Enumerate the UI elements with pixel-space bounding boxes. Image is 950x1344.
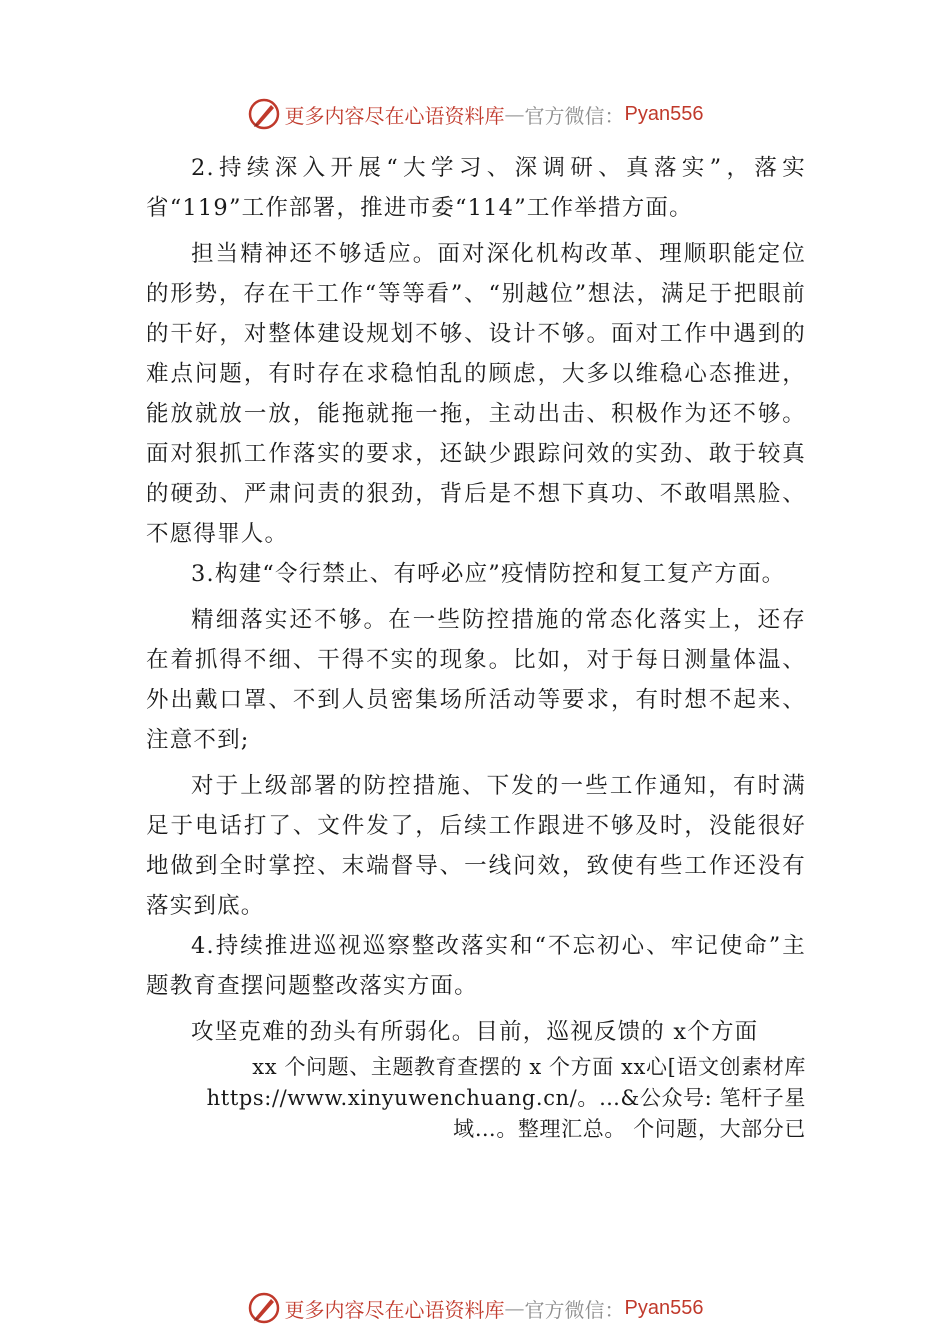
banner-wechat-id: Pyan556 [624, 102, 704, 125]
pen-logo-icon [247, 97, 281, 131]
tail-line: 域…。整理汇总。 个问题，大部分已 [453, 1117, 806, 1141]
footer-banner [0, 1286, 950, 1330]
banner-dash: — [504, 102, 525, 126]
section-heading-3: 3.构建“令行禁止、有呼必应”疫情防控和复工复产方面。 [191, 561, 786, 587]
pen-logo-icon [247, 1291, 281, 1325]
document-body [146, 148, 806, 1145]
tail-line: https://www.xinyuwenchuang.cn/。…&公众号: 笔杆子星 [206, 1086, 806, 1110]
tail-line: xx 个问题、主题教育查摆的 x 个方面 xx心[语文创素材库 [252, 1055, 806, 1079]
body-paragraph: 攻坚克难的劲头有所弱化。目前，巡视反馈的 x个方面 [191, 1019, 759, 1045]
body-paragraph: 担当精神还不够适应。面对深化机构改革、理顺职能定位的形势，存在干工作“等等看”、“别越位”想法，满足于把眼前的干好，对整体建设规划不够、设计不够。面对工作中遇到的难点问题，有时存在求稳怕乱的顾虑，大多以维稳心态推进，能放就放一放，能拖就拖一拖，主动出击、积极作为还不够。面对狠抓工作落实的要求，还缺少跟踪问效的实劲、敢于较真的硬劲、严肃问责的狠劲，背后是不想下真功、不敢唱黑脸、不愿得罪人。 [146, 241, 806, 547]
section-heading-4: 4.持续推进巡视巡察整改落实和“不忘初心、牢记使命”主题教育查摆问题整改落实方面。 [146, 933, 806, 999]
body-paragraph: 对于上级部署的防控措施、下发的一些工作通知，有时满足于电话打了、文件发了，后续工作跟进不够及时，没能很好地做到全时掌控、末端督导、一线问效，致使有些工作还没有落实到底。 [146, 773, 806, 919]
banner-title: 更多内容尽在心语资料库 [284, 103, 505, 128]
banner-wechat-id: Pyan556 [624, 1296, 704, 1319]
header-banner [0, 92, 950, 136]
banner-wechat-label: 官方微信： [524, 103, 625, 128]
body-paragraph: 精细落实还不够。在一些防控措施的常态化落实上，还存在着抓得不细、干得不实的现象。比如，对于每日测量体温、外出戴口罩、不到人员密集场所活动等要求，有时想不起来、注意不到; [146, 607, 806, 753]
section-heading-2: 2.持续深入开展“大学习、深调研、真落实”，落实省“119”工作部署，推进市委“114”工作举措方面。 [146, 155, 806, 221]
banner-wechat-label: 官方微信： [524, 1297, 625, 1322]
banner-title: 更多内容尽在心语资料库 [284, 1297, 505, 1322]
banner-dash: — [504, 1296, 525, 1320]
